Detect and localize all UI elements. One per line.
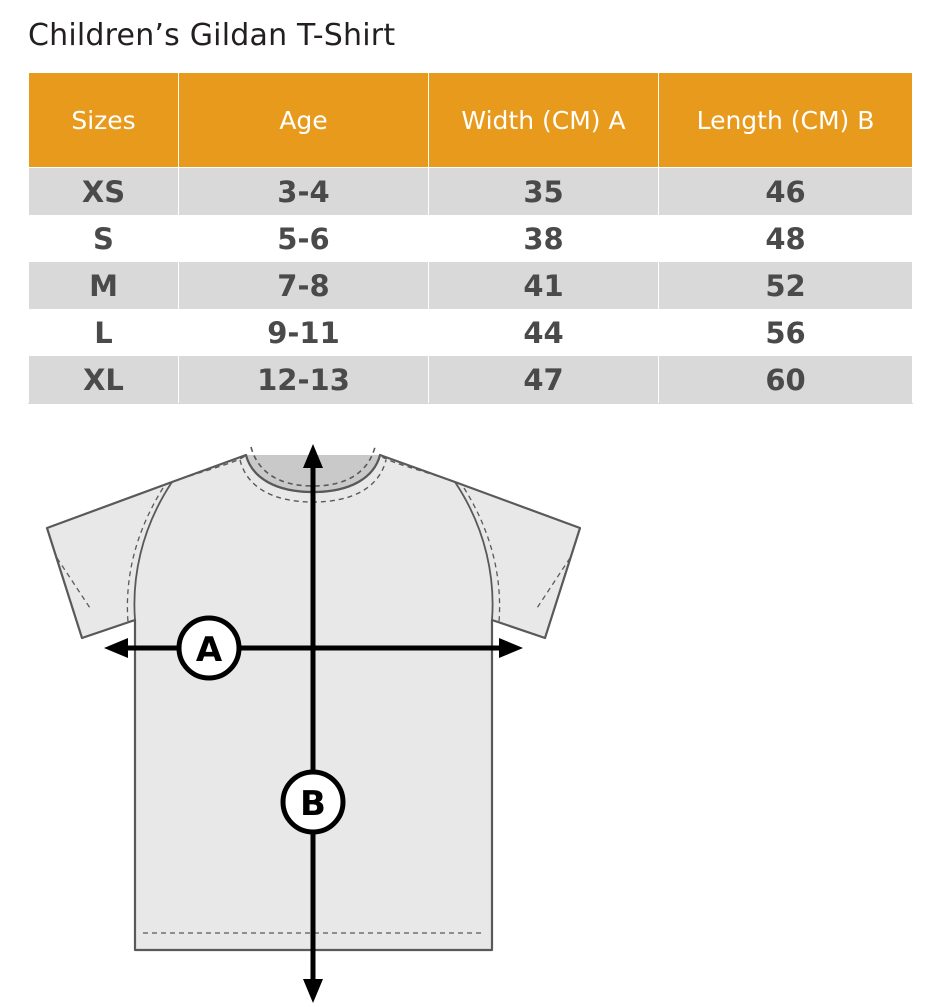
cell-width: 44 [429, 309, 659, 356]
table-header-row [29, 73, 913, 168]
cell-length: 46 [659, 168, 913, 216]
cell-age: 3-4 [179, 168, 429, 216]
tshirt-diagram [0, 430, 940, 1007]
measure-a-badge [179, 618, 239, 678]
table-row [29, 262, 913, 309]
column-header-width: Width (CM) A [429, 73, 659, 168]
measure-b-label: B [300, 784, 326, 824]
cell-length: 60 [659, 356, 913, 404]
column-header-length: Length (CM) B [659, 73, 913, 168]
table-row [29, 356, 913, 404]
cell-age: 12-13 [179, 356, 429, 404]
cell-age: 5-6 [179, 215, 429, 262]
cell-length: 52 [659, 262, 913, 309]
column-header-sizes: Sizes [29, 73, 179, 168]
table-row [29, 168, 913, 216]
cell-length: 56 [659, 309, 913, 356]
cell-size: M [29, 262, 179, 309]
cell-size: L [29, 309, 179, 356]
size-table [28, 72, 913, 404]
cell-age: 9-11 [179, 309, 429, 356]
table-row [29, 309, 913, 356]
cell-width: 47 [429, 356, 659, 404]
page-title: Children’s Gildan T-Shirt [28, 18, 396, 53]
cell-size: XL [29, 356, 179, 404]
cell-width: 35 [429, 168, 659, 216]
cell-size: XS [29, 168, 179, 216]
cell-width: 38 [429, 215, 659, 262]
cell-length: 48 [659, 215, 913, 262]
cell-width: 41 [429, 262, 659, 309]
measure-b-badge [283, 772, 343, 832]
cell-size: S [29, 215, 179, 262]
cell-age: 7-8 [179, 262, 429, 309]
table-row [29, 215, 913, 262]
column-header-age: Age [179, 73, 429, 168]
measure-a-label: A [195, 630, 223, 670]
